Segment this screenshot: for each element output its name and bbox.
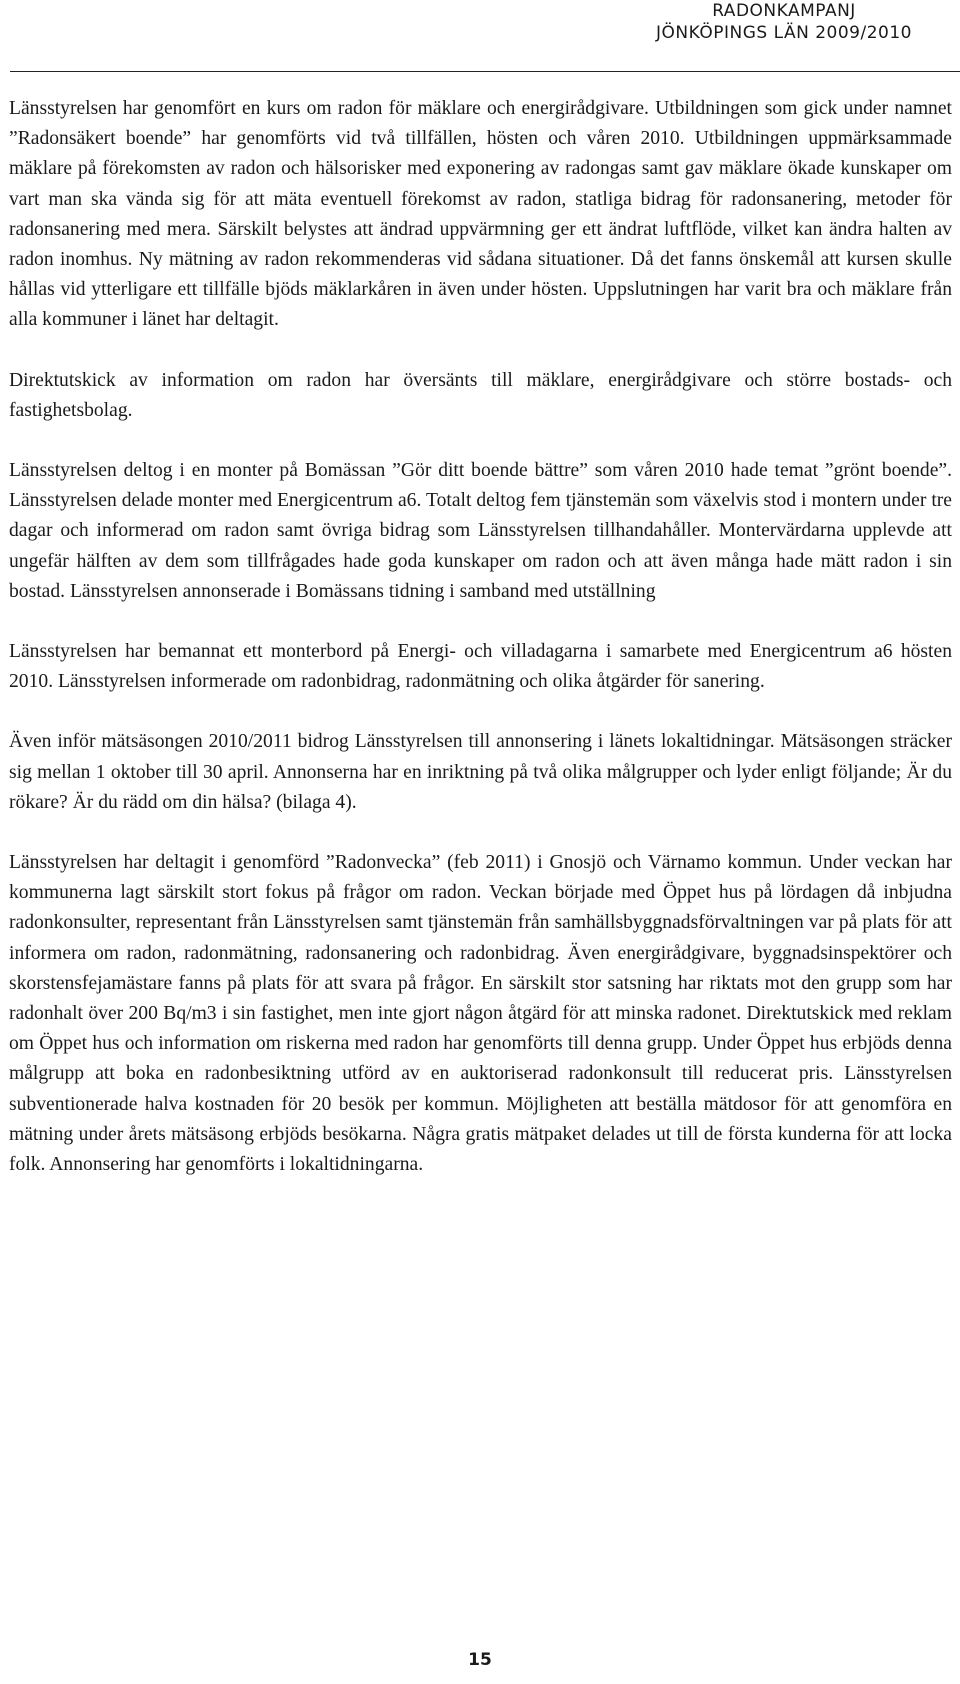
body-text: [9, 94, 952, 1210]
paragraph-radon-week: Länsstyrelsen har deltagit i genomförd ”Radonvecka” (feb 2011) i Gnosjö och Värnamo kommun. Under veckan har kommunerna lagt särskilt stort fokus på frågor om radon. Veckan började med Öppet hus på lördagen då inbjudna radonkonsulter, representant från Länsstyrelsen samt tjänstemän från samhällsbyggnadsförvaltningen var på plats för att informera om radon, radonmätning, radonsanering och radonbidrag. Även energirådgivare, byggnadsinspektörer och skorstensfejamästare fanns på plats för att svara på frågor. En särskilt stor satsning har riktats mot den grupp som har radonhalt över 200 Bq/m3 i sin fastighet, men inte gjort någon åtgärd för att minska radonet. Direktutskick med reklam om Öppet hus och information om riskerna med radon har genomförts till denna grupp. Under Öppet hus erbjöds denna målgrupp att boka en radonbesiktning utförd av en auktoriserad radonkonsult till reducerat pris. Länsstyrelsen subventionerade halva kostnaden för 20 besök per kommun. Möjligheten att beställa mätdosor för att genomföra en mätning under årets mätsäsong erbjöds besökarna. Några gratis mätpaket delades ut till de första kunderna för att locka folk. Annonsering har genomförts i lokaltidningarna.: [9, 852, 952, 1176]
header-county-period: JÖNKÖPINGS LÄN 2009/2010: [656, 23, 912, 43]
page-number: 15: [468, 1650, 492, 1670]
paragraph-direct-mailing: Direktutskick av information om radon har översänts till mäklare, energirådgivare och större bostads- och fastighetsbolag.: [9, 369, 952, 421]
paragraph-energy-days: Länsstyrelsen har bemannat ett monterbord på Energi- och villadagarna i samarbete med Energicentrum a6 hösten 2010. Länsstyrelsen informerade om radonbidrag, radonmätning och olika åtgärder för sanering.: [9, 641, 952, 693]
page-header: [554, 0, 934, 44]
header-divider: [10, 71, 960, 72]
header-campaign-title: RADONKAMPANJ: [712, 1, 856, 21]
paragraph-realtor-course: Länsstyrelsen har genomfört en kurs om radon för mäklare och energirådgivare. Utbildningen som gick under namnet ”Radonsäkert boende” har genomförts vid två tillfällen, hösten och våren 2010. Utbildningen uppmärksammade mäklare på förekomsten av radon och hälsorisker med exponering av radongas samt gav mäklare ökade kunskaper om vart man ska vända sig för att mäta eventuell förekomst av radon, statliga bidrag för radonsanering, metoder för radonsanering med mera. Särskilt belystes att ändrad uppvärmning ger ett ändrat luftflöde, vilket kan ändra halten av radon inomhus. Ny mätning av radon rekommenderas vid sådana situationer. Då det fanns önskemål att kursen skulle hållas vid ytterligare ett tillfälle bjöds mäklarkåren in även under hösten. Uppslutningen har varit bra och mäklare från alla kommuner i länet har deltagit.: [9, 98, 952, 331]
paragraph-bomassan: Länsstyrelsen deltog i en monter på Bomässan ”Gör ditt boende bättre” som våren 2010 hade temat ”grönt boende”. Länsstyrelsen delade monter med Energicentrum a6. Totalt deltog fem tjänstemän som växelvis stod i montern under tre dagar och informerad om radon samt övriga bidrag som Länsstyrelsen tillhandahåller. Montervärdarna upplevde att ungefär hälften av dem som tillfrågades hade goda kunskaper om radon och att även många hade mätt radon i sin bostad. Länsstyrelsen annonserade i Bomässans tidning i samband med utställning: [9, 460, 952, 602]
paragraph-advertising: Även inför mätsäsongen 2010/2011 bidrog Länsstyrelsen till annonsering i länets lokaltidningar. Mätsäsongen sträcker sig mellan 1 oktober till 30 april. Annonserna har en inriktning på två olika målgrupper och lyder enligt följande; Är du rökare? Är du rädd om din hälsa? (bilaga 4).: [9, 731, 952, 813]
